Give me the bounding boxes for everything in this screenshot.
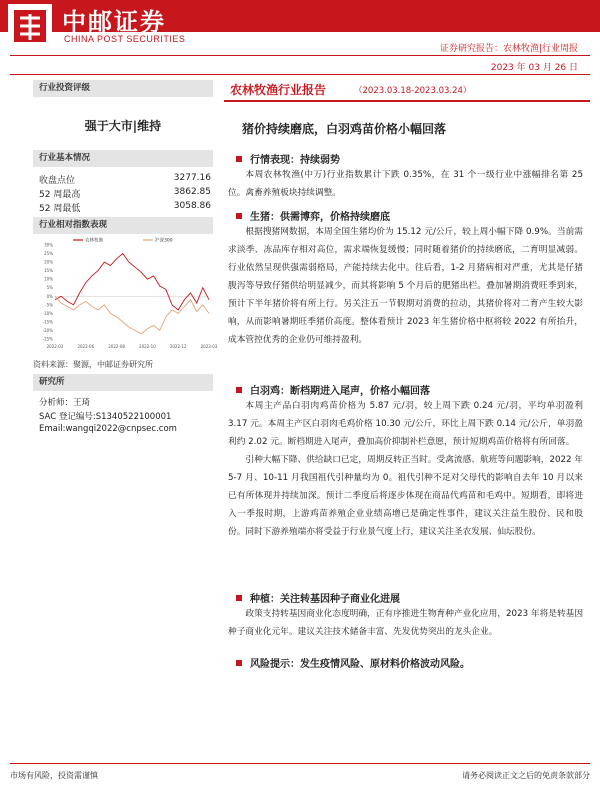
- paragraph-text: 引种大幅下降、供给缺口已定，周期反转正当时。受禽流感、航班等问题影响，2022 年 5-7 月、10-11 月我国祖代引种量均为 0。祖代引种不足对父母代的影响自去年 10 月以来已有所体现并持续加深。预计二季度后将逐步体现在商品代鸡苗和毛鸡中。短期看，即将进入一季报时期，上游鸡苗养殖企业业绩高增已是确定性事件，建议关注益生股份、民和股份。同时下游养殖端亦将受益于行业景气度上行，建议关注圣农发展、仙坛股份。: [228, 455, 584, 537]
- y-tick-label: -25%: [42, 336, 53, 342]
- section-title: 白羽鸡：断档期进入尾声，价格小幅回落: [250, 386, 430, 397]
- paragraph-text: 本周农林牧渔(中万)行业指数累计下跌 0.35%，在 31 个一级行业中涨幅排名第 25 位。禽畜养殖板块持续调整。: [228, 170, 583, 198]
- section-bullet-icon: [236, 156, 242, 162]
- footer-disclaimer-right: 请务必阅读正文之后的免责条款部分: [462, 771, 590, 780]
- legend-label: 沪深300: [155, 238, 173, 244]
- chart-header: 行业相对指数表现: [33, 217, 213, 234]
- y-tick-label: -15%: [42, 319, 53, 325]
- y-tick-label: -5%: [45, 302, 53, 308]
- section-paragraph: [228, 605, 583, 641]
- x-tick-label: 2023-03: [200, 344, 218, 349]
- basic-info-header: 行业基本情况: [33, 150, 213, 167]
- paragraph-text: 根据搜猪网数据，本周全国生猪均价为 15.12 元/公斤，较上周小幅下降 0.9%。当前需求淡季、冻品库存相对高位，需求端恢复缓慢；同时随着猪价的持续磨底，二育明显减弱。行业依然呈现供强需弱格局，产能持续去化中。往后看，1-2 月猪病相对严重，尤其是仔猪腹泻等导致仔猪供给明显减少，而其将影响 5 个月后的肥猪出栏。叠加暑期消费旺季到来，预计下半年猪价将有所上行。另关注五一节假期对消费的拉动，其猪价将对二育产生较大影响，从而影响暑期旺季猪价高度。整体看预计 2023 年生猪价格中枢将较 2022 有所抬升，成本管控优秀的企业仍可维持盈利。: [228, 227, 583, 345]
- rating-header: 行业投资评级: [33, 80, 213, 97]
- stat-value: 3862.85: [173, 187, 211, 197]
- rating-value: 强于大市|维持: [84, 119, 162, 133]
- x-tick-label: 2022-08: [108, 344, 125, 349]
- analyst-name: 分析师：王琦: [39, 398, 91, 408]
- stat-value: 3058.86: [173, 201, 211, 211]
- section-title: 行情表现：持续弱势: [250, 155, 340, 166]
- analyst-email: Email:wangqi2022@cnpsec.com: [39, 424, 177, 434]
- section-title: 生猪：供需博弈，价格持续磨底: [250, 212, 390, 223]
- section-paragraph: [228, 166, 583, 202]
- relative-index-chart: [33, 235, 218, 353]
- report-date-range: （2023.03.18-2023.03.24）: [354, 86, 472, 96]
- logo-chinese-text: 中邮证券: [62, 8, 166, 36]
- report-headline: 猪价持续磨底，白羽鸡苗价格小幅回落: [242, 122, 447, 136]
- legend-label: 农林牧渔: [85, 238, 103, 244]
- section-bullet-icon: [236, 660, 242, 666]
- series-line-1: [55, 296, 209, 334]
- y-tick-label: 5%: [46, 285, 53, 291]
- x-tick-label: 2022-06: [77, 344, 95, 349]
- stat-label: 52 周最低: [39, 204, 81, 214]
- series-line-0: [55, 254, 209, 310]
- y-tick-label: 30%: [44, 242, 53, 248]
- breadcrumb: 证券研究报告：农林牧渔|行业周报: [439, 44, 578, 54]
- header-divider: [10, 55, 590, 56]
- logo-mark-icon: [8, 4, 52, 48]
- stat-label: 52 周最高: [39, 190, 81, 200]
- stat-label: 收盘点位: [39, 176, 76, 186]
- section-paragraph: [228, 223, 583, 349]
- y-tick-label: 25%: [44, 251, 53, 257]
- logo-english-text: CHINA POST SECURITIES: [64, 34, 186, 44]
- date-divider: [10, 74, 590, 75]
- y-tick-label: 0%: [46, 293, 53, 299]
- section-paragraph: [228, 397, 583, 541]
- y-tick-label: 15%: [44, 268, 53, 274]
- y-tick-label: 20%: [44, 259, 53, 265]
- x-tick-label: 2022-12: [169, 344, 187, 349]
- y-tick-label: -10%: [42, 310, 53, 316]
- x-tick-label: 2022-03: [46, 344, 64, 349]
- chart-source: 资料来源：聚源，中邮证券研究所: [33, 360, 153, 369]
- section-bullet-icon: [236, 387, 242, 393]
- section-title: 种植：关注转基因种子商业化进展: [250, 594, 400, 605]
- y-tick-label: 10%: [44, 276, 53, 282]
- paragraph-text: 政策支持转基因商业化态度明确，正有序推进生物育种产业化应用，2023 年将是转基因种子商业化元年。建议关注技术储备丰富、先发优势突出的龙头企业。: [228, 609, 584, 637]
- research-header: 研究所: [33, 374, 213, 391]
- section-bullet-icon: [236, 595, 242, 601]
- y-tick-label: -20%: [42, 327, 53, 333]
- x-tick-label: 2022-10: [139, 344, 156, 349]
- stat-value: 3277.16: [173, 173, 211, 183]
- analyst-sac: SAC 登记编号:S1340522100001: [39, 412, 172, 422]
- footer-divider: [10, 763, 590, 764]
- section-bullet-icon: [236, 213, 242, 219]
- paragraph-text: 本周主产品白羽肉鸡苗价格为 5.87 元/羽，较上周下跌 0.24 元/羽，平均单羽盈利 3.17 元。本周主产区白羽肉毛鸡价格 10.30 元/公斤，环比上周下跌 0.14 元/公斤，单羽盈利约 2.02 元。断档期进入尾声，叠加高价抑制补栏意愿，预计短期鸡苗价格将有所回落。: [228, 401, 583, 447]
- risk-warning: 风险提示：发生疫情风险、原材料价格波动风险。: [250, 659, 470, 670]
- footer-disclaimer-left: 市场有风险，投资需谨慎: [10, 771, 98, 780]
- report-date: 2023 年 03 月 26 日: [490, 63, 578, 73]
- report-title: 农林牧渔行业报告: [230, 83, 327, 97]
